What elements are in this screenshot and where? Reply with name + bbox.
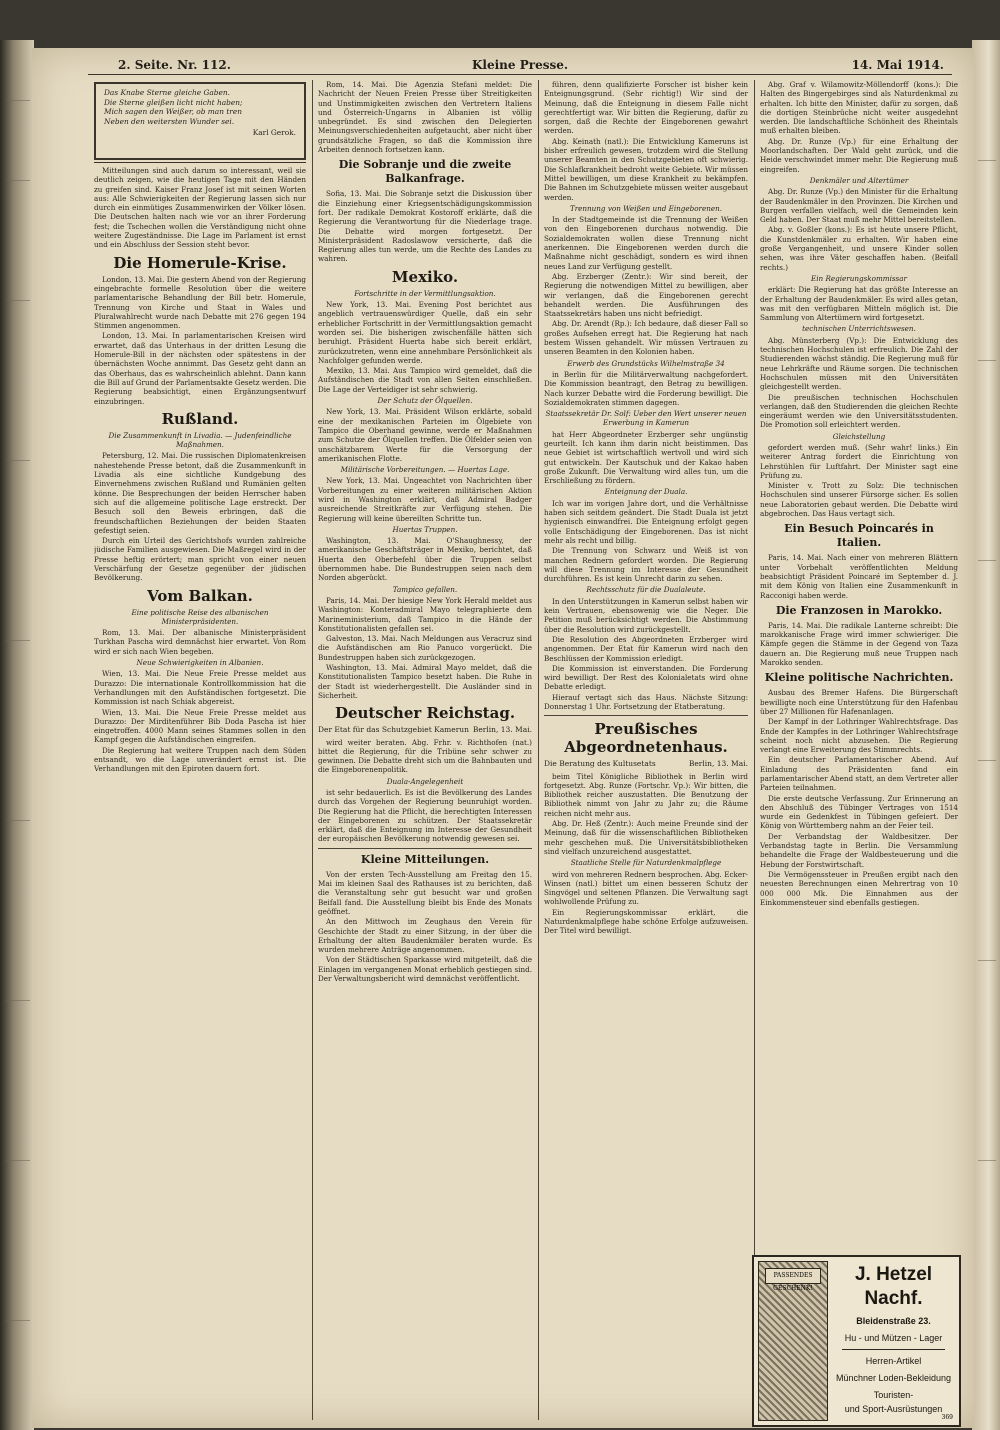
headline: Mexiko. <box>391 267 459 286</box>
ad-line: Touristen- <box>873 1390 914 1400</box>
headline: Ein Besuch Poincarés in Italien. <box>784 522 934 550</box>
poem-author: Karl Gerok. <box>252 128 296 138</box>
article-text: Wien, 13. Mai. Die Neue Freie Presse meldet aus Durazzo: Die internationale Kontrollkommission hat die Verhandlungen mit den Aufständischen fortgesetzt. Die Kommission ist nach Schiak abgereist. <box>94 669 306 707</box>
article-text: Ein Regierungskommissar erklärt, die Naturdenkmalpflege habe schöne Erfolge aufzuweisen. Der Titel wird bewilligt. <box>544 907 748 936</box>
article-text: Paris, 14. Mai. Die radikale Lanterne schreibt: Die marokkanische Frage wird immer schwieriger. Die Kämpfe gegen die Stämme in der Gegend von Taza dauern an. Die Regierung muß neue Truppen nach Marokko senden. <box>760 620 958 668</box>
article-text: Abg. Dr. Runze (Vp.) für eine Erhaltung der Moorlandschaften. Der Wald geht zurück, und die Heide verschwindet immer mehr. Die Regierung muß eingreifen. <box>760 136 958 174</box>
ad-illustration <box>758 1261 828 1421</box>
article-text: wird von mehreren Rednern besprochen. Abg. Ecker-Winsen (natl.) bittet um einen besseren Schutz der Singvögel und seltenen Pflanzen. Die Verwaltung sagt wohlwollende Prüfung zu. <box>544 869 748 907</box>
article-text: Mitteilungen sind auch darum so interessant, weil sie deutlich zeigen, wie die heutigen Tage mit den Händen zu greifen sind. Kaiser Franz Josef ist mit seinen Worten aus: Alle Schwierigkeiten der Regierung lassen sich nur durch ein einmütiges Zusammenwirken der Völker lösen. Die Deutschen halten nach wie vor an ihrer Forderung fest; die Tschechen wollen die Verständigung nicht ohne weitere Zugeständnisse. Die Lage im Parlament ist ernst und ein Abschluss der Session steht bevor. <box>94 166 306 250</box>
ad-line: und Sport-Ausrüstungen <box>844 1404 943 1414</box>
column-rule <box>312 80 313 1420</box>
subheadline: Fortschritte in der Vermittlungsaktion. <box>354 288 496 298</box>
ad-divider <box>842 1349 945 1350</box>
article-text: Der Kampf in der Lothringer Wahlrechtsfrage. Das Ende der Kampfes in der Lothringer Wahlrechtsfrage scheint noch nicht abzusehen. Die Regierung verlangt eine Erweiterung des Stimmrechts. <box>760 717 958 755</box>
page-number: 2. Seite. Nr. 112. <box>118 58 231 72</box>
article-text: Mexiko, 13. Mai. Aus Tampico wird gemeldet, daß die Aufständischen die Stadt von allen Seiten einschließen. Die Lage der Verteidiger ist sehr schwierig. <box>318 366 532 394</box>
article-text: Minister v. Trott zu Solz: Die technischen Hochschulen sind unserer Fürsorge sicher. Es sollen neue Laboratorien gebaut werden. Die Debatte wird abgebrochen. Das Haus vertagt sich. <box>760 481 958 519</box>
article-text: London, 13. Mai. Die gestern Abend von der Regierung eingebrachte formelle Resolution über die weitere parlamentarische Behandlung der Bill betr. Homerule, Trennung von Kirche und Staat in Wales und Pluralwahlrecht wurde nach Debatte mit 276 gegen 194 Stimmen angenommen. <box>94 274 306 331</box>
headline: Die Franzosen in Marokko. <box>775 603 943 617</box>
article-text: hat Herr Abgeordneter Erzberger sehr ungünstig geurteilt. Ich kann ihm darin nicht beistimmen. Das neue Gebiet ist wirtschaftlich wertvoll und wird sich gut entwickeln. Der Kautschuk und der Kakao haben große Zukunft. Die Verwaltung wird alles tun, um die Erschließung zu fördern. <box>544 429 748 486</box>
dateline-topic: Die Beratung des Kultusetats <box>544 759 656 769</box>
article-text: ist sehr bedauerlich. Es ist die Bevölkerung des Landes durch das Vorgehen der Regierung beunruhigt worden. Die Regierung hat die Pflicht, die berechtigten Interessen der Eingeborenen zu schützen. Der Staatssekretär erklärt, daß die Enteignung im Interesse der Gesundheit der europäischen Bevölkerung notwendig gewesen sei. <box>318 788 532 844</box>
article-text: beim Titel Königliche Bibliothek in Berlin wird fortgesetzt. Abg. Runze (Fortschr. Vp.): Wir bitten, die Bibliothek reicher auszustatten. Die Benutzung der Bibliothek nimmt von Jahr zu Jahr zu; die Räume reichen nicht mehr aus. <box>544 771 748 818</box>
headline: Vom Balkan. <box>147 586 253 605</box>
subheadline: Militärische Vorbereitungen. — Huertas Lage. <box>340 465 510 475</box>
article-text: New York, 13. Mai. Präsident Wilson erklärte, sobald eine der mexikanischen Parteien im Ölgebiete von Tampico die Oberhand gewinne, werde er Maßnahmen zum Schutze der Ölquellen treffen. Die Ölfelder seien von unschätzbarem Werte für die Versorgung der amerikanischen Flotte. <box>318 407 532 463</box>
article-text: führen, denn qualifizierte Forscher ist bisher kein Enteignungsgrund. (Sehr richtig!) Wir sind der Meinung, daß die Enteignung in diesem Falle nicht gerechtfertigt war. Wir bitten die Regierung, dafür zu sorgen, daß die Rechte der Eingeborenen gewahrt werden. <box>544 80 748 136</box>
column-2 <box>318 80 532 1420</box>
article-text: in Berlin für die Militärverwaltung nachgefordert. Die Kommission beantragt, den Betrag zu bewilligen. Nach kurzer Debatte wird die Forderung bewilligt. Die Sozialdemokraten stimmen dagegen. <box>544 369 748 407</box>
article-text: Abg. Dr. Heß (Zentr.): Auch meine Freunde sind der Meinung, daß für die wissenschaftlichen Bibliotheken mehr geschehen muß. Die Universitätsbibliotheken sind vielfach unzureichend ausgestattet. <box>544 819 748 856</box>
article-text: Abg. v. Goßler (kons.): Es ist heute unsere Pflicht, die Kunstdenkmäler zu erhalten. Wir haben eine große Vergangenheit, und unsere Kinder sollen sehen, was ihre Väter geschaffen haben. (Beifall rechts.) <box>760 225 958 272</box>
subheadline: technischen Unterrichtswesen. <box>802 324 916 334</box>
dateline-place: Berlin, 13. Mai. <box>688 759 748 769</box>
headline: Die Homerule-Krise. <box>113 253 287 272</box>
article-text: Die erste deutsche Verfassung. Zur Erinnerung an den Abschluß des Tübinger Vertrages von 1514 wurde ein Gedenkfest in Tübingen gefeiert. Der König von Württemberg nahm an der Feier teil. <box>760 793 958 831</box>
article-text: Washington, 13. Mai. O'Shaughnessy, der amerikanische Geschäftsträger in Mexiko, berichtet, daß Huerta den Oberbefehl über die Truppen selbst übernommen habe. Die Bundestruppen seien nach dem Norden abgerückt. <box>318 536 532 583</box>
subheadline: Neue Schwierigkeiten in Albanien. <box>136 658 264 668</box>
article-text: Die Regierung hat weitere Truppen nach dem Süden entsandt, wo die Lage unverändert ernst ist. Die Verhandlungen mit den Epiroten dauern fort. <box>94 745 306 774</box>
article-text: Von der ersten Tech-Ausstellung am Freitag den 15. Mai im kleinen Saal des Rathauses ist zu berichten, daß die Veranstaltung sehr gut besucht war und großen Beifall fand. Die Ausstellung bleibt bis Ende des Monats geöffnet. <box>318 869 532 916</box>
article-text: Paris, 14. Mai. Der hiesige New York Herald meldet aus Washington: Konteradmiral Mayo telegraphierte dem Marineministerium, daß Tampico in die Hände der Konstitutionalisten gefallen sei. <box>318 595 532 633</box>
subheadline: Ein Regierungskommissar <box>811 273 907 283</box>
right-page-edge <box>972 40 1000 1430</box>
page-header <box>88 58 952 75</box>
article-text: gefordert werden muß. (Sehr wahr! links.) Ein weiterer Antrag fordert die Einrichtung von Lehrstühlen für Luftfahrt. Der Minister sagt eine Prüfung zu. <box>760 442 958 480</box>
article-text: In der Stadtgemeinde ist die Trennung der Weißen von den Eingeborenen durchaus notwendig. Die Sozialdemokraten wollen diese Trennung nicht anerkennen. Die Eingeborenen werden durch die Maßnahme nicht geschädigt, sondern es wird ihnen neues Land zur Verfügung gestellt. <box>544 215 748 271</box>
dateline <box>544 759 748 768</box>
article-text: An den Mittwoch im Zeughaus den Verein für Geschichte der Stadt zu einer Sitzung, in der über die Erhaltung der alten Baudenkmäler beraten wurde. Es wurden mehrere Anträge angenommen. <box>318 917 532 955</box>
headline: Deutscher Reichstag. <box>334 704 516 723</box>
headline: Kleine Mitteilungen. <box>360 852 490 866</box>
ad-code: 369 <box>941 1414 953 1421</box>
article-text: In den Unterstützungen in Kamerun selbst haben wir kein Vertrauen, ebensowenig wie die Neger. Die Petition muß berücksichtigt werden. Die Abstimmung über die Resolution wird zurückgestellt. <box>544 596 748 634</box>
article-text: Die Trennung von Schwarz und Weiß ist von manchen Rednern gefordert worden. Die Regierung will diese Trennung im Interesse der Gesundheit durchführen. Es ist kein Unrecht darin zu sehen. <box>544 546 748 584</box>
left-page-edge <box>0 40 34 1430</box>
article-text: Hierauf vertagt sich das Haus. Nächste Sitzung: Donnerstag 1 Uhr. Fortsetzung der Etatberatung. <box>544 692 748 711</box>
article-text: wird weiter beraten. Abg. Frhr. v. Richthofen (nat.) bittet die Regierung, für die Tribüne sehr schwer zu gewinnen. Die Debatte dreht sich um die Bahnbauten und die Eingeborenenpolitik. <box>318 737 532 775</box>
article-text: Abg. Keinath (natl.): Die Entwicklung Kameruns ist bisher erfreulich gewesen, trotzdem wird die Stellung unserer Beamten in den Schutzgebieten oft schwierig. Die Schlafkrankheit bedroht weite Gebiete. Wir müssen Mittel bewilligen, um diese Krankheit zu bekämpfen. Die Bahnen im Schutzgebiete müssen weiter ausgebaut werden. <box>544 136 748 202</box>
article-text: Rom, 13. Mai. Der albanische Ministerpräsident Turkhan Pascha wird demnächst hier erwartet. Von Rom wird er sich nach Wien begeben. <box>94 628 306 656</box>
article-text: Durch ein Urteil des Gerichtshofs wurden zahlreiche jüdische Familien ausgewiesen. Die Maßregel wird in der Presse heftig erörtert; man spricht von einer neuen Verschärfung der Gesetze gegenüber der jüdischen Bevölkerung. <box>94 536 306 583</box>
article-text: Die Resolution des Abgeordneten Erzberger wird angenommen. Der Etat für Kamerun wird nach den Beschlüssen der Kommission erledigt. <box>544 634 748 663</box>
ad-address: Bleidenstraße 23. <box>856 1316 931 1326</box>
headline: Rußland. <box>161 409 239 428</box>
subheadline: Tampico gefallen. <box>392 584 458 594</box>
poem-box <box>94 82 306 160</box>
article-text: Von der Städtischen Sparkasse wird mitgeteilt, daß die Einlagen im vergangenen Monat erheblich gestiegen sind. Der Verwaltungsbericht wird demnächst veröffentlicht. <box>318 955 532 984</box>
subheadline: Staatliche Stelle für Naturdenkmalpflege <box>570 858 722 868</box>
article-text: London, 13. Mai. In parlamentarischen Kreisen wird erwartet, daß das Unterhaus in der dritten Lesung die Homerule-Bill in der nächsten oder spätestens in der übernächsten Woche annimmt. Das Gesetz geht dann an das Oberhaus, das es wahrscheinlich ablehnt. Dann kann die Bill auf Grund der Parlamentsakte Gesetz werden. Die Regierung beabsichtigt, einen Ergänzungsentwurf einzubringen. <box>94 331 306 406</box>
column-1 <box>94 80 306 1420</box>
dateline-place: Berlin, 13. Mai. <box>472 725 532 735</box>
poem-line: Mich sagen den Weißer, ob man tren <box>104 107 242 117</box>
dateline <box>318 725 532 734</box>
ad-text-block <box>832 1263 955 1416</box>
headline: Kleine politische Nachrichten. <box>764 671 954 685</box>
article-text: Die Vermögenssteuer in Preußen ergibt nach den neuesten Berechnungen einen Mehrertrag von 10 000 000 Mk. Die Einnahmen aus der Einkommensteuer sind ebenfalls gestiegen. <box>760 869 958 907</box>
subheadline: Gleichstellung <box>832 431 886 441</box>
dateline-topic: Der Etat für das Schutzgebiet Kamerun <box>318 725 469 735</box>
article-text: New York, 13. Mai. Evening Post berichtet aus angeblich vertrauenswürdiger Quelle, daß ein sehr erheblicher Fortschritt in der Vermittlungsaktion gemacht worden sei. Die bisherigen zwischenfälle hätten sich beruhigt. Präsident Huerta habe sich bereit erklärt, zurückzutreten, wenn eine annehmbare Persönlichkeit als Nachfolger gefunden werde. <box>318 300 532 365</box>
article-text: Galveston, 13. Mai. Nach Meldungen aus Veracruz sind die Aufständischen am Rio Panuco vorgerückt. Die Bundestruppen haben sich zurückgezogen. <box>318 634 532 662</box>
subheadline: Duala-Angelegenheit <box>386 776 464 786</box>
section-rule <box>318 848 532 849</box>
article-text: erklärt: Die Regierung hat das größte Interesse an der Erhaltung der Baudenkmäler. Es wird alles getan, was mit den verfügbaren Mitteln möglich ist. Die Sammlung von Altertümern wird fortgesetzt. <box>760 285 958 323</box>
advertisement <box>752 1255 961 1427</box>
column-rule <box>754 80 755 1420</box>
section-rule <box>544 715 748 716</box>
article-text: Abg. Dr. Arendt (Rp.): Ich bedaure, daß dieser Fall so großes Aufsehen erregt hat. Die Regierung hat nach bestem Wissen gehandelt. Wir müssen Vertrauen zu unseren Beamten in den Kolonien haben. <box>544 319 748 357</box>
article-text: Abg. Graf v. Wilamowitz-Möllendorff (kons.): Die Halten des Bingergebirges sind als Naturdenkmal zu erhalten. Ich bitte den Minister, dafür zu sorgen, daß die dortigen Steinbrüche nicht weiter ausgedehnt werden. Die landschaftliche Schönheit des Rheintals muß erhalten bleiben. <box>760 80 958 136</box>
newspaper-title: Kleine Presse. <box>472 58 569 72</box>
article-text: Die preußischen technischen Hochschulen verlangen, daß den Studierenden die gleichen Rechte eingeräumt werden wie den Universitätsstudenten. Die Promotion soll erleichtert werden. <box>760 392 958 430</box>
article-text: Abg. Dr. Runze (Vp.) den Minister für die Erhaltung der Baudenkmäler in den Provinzen. Die Kirchen und Burgen verfallen vielfach, weil die Gemeinden kein Geld haben. Der Staat muß mehr Mittel bereitstellen. <box>760 187 958 225</box>
article-text: Rom, 14. Mai. Die Agenzia Stefani meldet: Die Nachricht der Neuen Freien Presse über Streitigkeiten und Unstimmigkeiten zwischen den Vertretern Italiens und Österreich-Ungarns in Albanien ist völlig unbegründet. Es sind zwischen den Delegierten Meinungsverschiedenheiten aufgetaucht, aber nicht über grundsätzliche Fragen, so daß die Kommission ihre Arbeiten dennoch fortsetzen kann. <box>318 80 532 155</box>
article-text: Abg. Münsterberg (Vp.): Die Entwicklung des technischen Hochschulen ist erfreulich. Die Zahl der Studierenden wächst ständig. Die Regierung muß für neue Lehrkräfte und Räume sorgen. Die technischen Hochschulen müssen mit den Universitäten gleichgestellt werden. <box>760 335 958 392</box>
column-3 <box>544 80 748 1420</box>
article-text: Ich war im vorigen Jahre dort, und die Verhältnisse haben sich seitdem geändert. Die Stadt Duala ist jetzt hygienisch einwandfrei. Die Enteignung erfolgt gegen volle Entschädigung der Eingeborenen. Das ist nicht mehr als recht und billig. <box>544 498 748 545</box>
article-text: Sofia, 13. Mai. Die Sobranje setzt die Diskussion über die Einziehung einer Kriegsentschädigungskommission fort. Der radikale Demokrat Kostoroff erklärte, daß die Regierung die Verantwortung für die Niederlage trage. Die Debatte wird morgen fortgesetzt. Der Ministerpräsident Radoslawow versicherte, daß die Regierung alles tun werde, um die Rechte des Landes zu wahren. <box>318 189 532 264</box>
article-text: Ausbau des Bremer Hafens. Die Bürgerschaft bewilligte noch eine Unterstützung für den Hafenbau über 27 Millionen für Hafenanlagen. <box>760 688 958 716</box>
ad-company-name: J. Hetzel Nachf. <box>854 1264 933 1309</box>
ad-badge: PASSENDES GESCHENK! <box>765 1268 821 1284</box>
subheadline: Denkmäler und Altertümer <box>809 175 909 185</box>
column-rule <box>538 80 539 1420</box>
subheadline: Eine politische Reise des albanischen Ministerpräsidenten. <box>131 607 269 626</box>
headline: Die Sobranje und die zweite Balkanfrage. <box>338 158 512 186</box>
subheadline: Enteignung der Duala. <box>604 487 688 497</box>
article-text: Petersburg, 12. Mai. Die russischen Diplomatenkreisen nahestehende Presse betont, daß die Zusammenkunft in Livadia als eine sichtliche Kundgebung des Einvernehmens zwischen Rußland und Rumänien gelten könne. Die Besprechungen der beiden Herrscher haben sich auf die allgemeine politische Lage erstreckt. Der Besuch soll den Beweis erbringen, daß die freundschaftlichen Beziehungen der beiden Staaten gefestigt seien. <box>94 451 306 535</box>
article-text: Paris, 14. Mai. Nach einer von mehreren Blättern unter Vorbehalt veröffentlichten Meldung beabsichtigt Präsident Poincaré im September d. J. mit dem König von Italien eine Zusammenkunft in Racconigi haben werde. <box>760 553 958 600</box>
poem-line: Neben den weitersten Wunder sei. <box>104 116 235 126</box>
subheadline: Huertas Truppen. <box>392 524 458 534</box>
subheadline: Erwerb des Grundstücks Wilhelmstraße 34 <box>567 358 725 368</box>
ad-line: Hu - und Mützen - Lager <box>844 1333 943 1343</box>
subheadline: Die Zusammenkunft in Livadia. — Judenfeindliche Maßnahmen. <box>108 430 292 450</box>
issue-date: 14. Mai 1914. <box>851 58 944 72</box>
subheadline: Der Schutz der Ölquellen. <box>377 396 473 406</box>
article-text: Wien, 13. Mai. Die Neue Freie Presse meldet aus Durazzo: Der Mirditenführer Bib Doda Pascha ist hier eingetroffen. 4000 Mann seines Stammes sollen in den Kampf gegen die Aufständischen eingreifen. <box>94 707 306 745</box>
article-text: Der Verbandstag der Waldbesitzer. Der Verbandstag tagte in Berlin. Die Versammlung behandelte die Frage der Waldbesteuerung und die Hebung der Forstwirtschaft. <box>760 831 958 869</box>
ad-line: Münchner Loden-Bekleidung <box>835 1373 952 1383</box>
article-text: Washington, 13. Mai. Admiral Mayo meldet, daß die Konstitutionalisten Tampico besetzt haben. Die Ruhe in der Stadt ist wiederhergestellt. Die Ausländer sind in Sicherheit. <box>318 663 532 700</box>
subheadline: Staatssekretär Dr. Solf: Ueber den Wert unserer neuen Erwerbung in Kamerun <box>545 409 747 428</box>
ad-line: Herren-Artikel <box>865 1356 922 1366</box>
subheadline: Trennung von Weißen und Eingeborenen. <box>569 203 723 213</box>
headline: Preußisches Abgeordnetenhaus. <box>564 720 728 757</box>
article-text: Die Kommission ist einverstanden. Die Forderung wird bewilligt. Der Rest des Kolonialetats wird ohne Debatte erledigt. <box>544 663 748 692</box>
article-text: New York, 13. Mai. Ungeachtet von Nachrichten über Vorbereitungen zu einer weiteren militärischen Aktion wird in Washington erklärt, daß Admiral Badger ausreichende Streitkräfte zur Verfügung stehen. Die Regierung will keine übereilten Schritte tun. <box>318 476 532 523</box>
article-text: Ein deutscher Parlamentarischer Abend. Auf Einladung des Präsidenten fand ein parlamentarischer Abend statt, an dem Vertreter aller Parteien teilnahmen. <box>760 755 958 793</box>
poem-line: Die Sterne gleißen licht nicht haben; <box>104 97 243 107</box>
column-4 <box>760 80 958 1248</box>
poem-line: Das Knabe Sterne gleiche Gaben. <box>104 88 231 97</box>
subheadline: Rechtsschutz für die Dualaleute. <box>586 585 706 595</box>
article-text: Abg. Erzberger (Zentr.): Wir sind bereit, der Regierung die notwendigen Mittel zu bewilligen, aber wir verlangen, daß die Eingeborenen gerecht behandelt werden. Die Ausführungen des Staatssekretärs haben uns nicht befriedigt. <box>544 271 748 319</box>
